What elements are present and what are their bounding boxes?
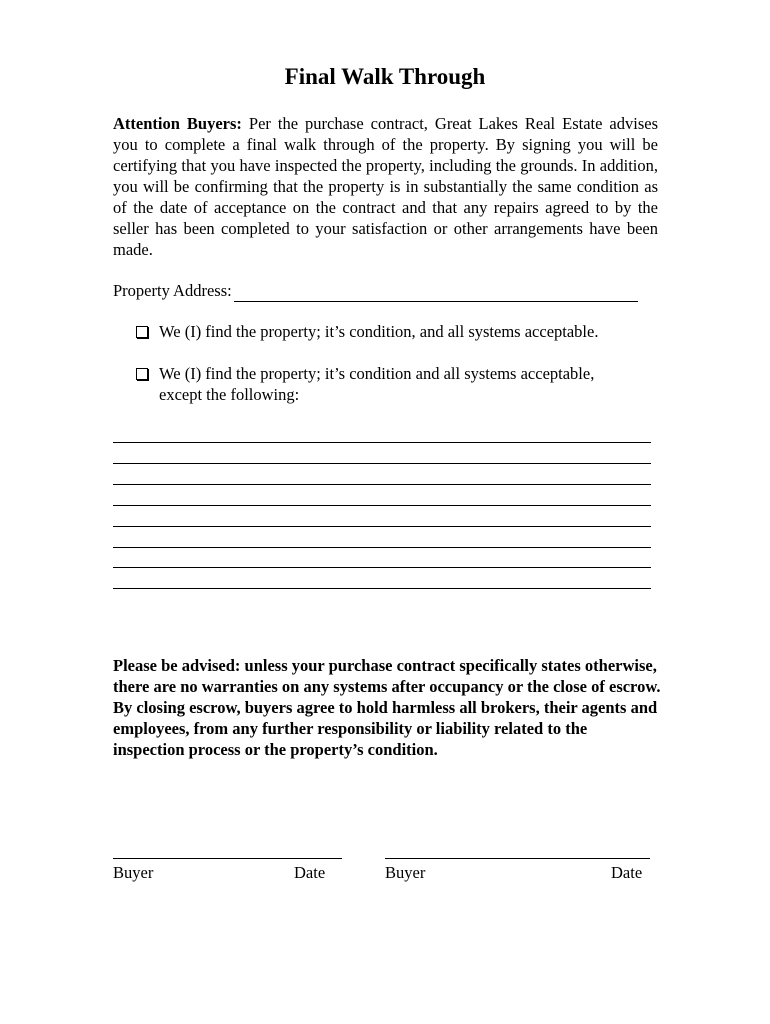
intro-body: Per the purchase contract, Great Lakes Real Estate advises you to complete a final walk through of the property. By signing you will be certifying that you have inspected the property, including the grounds. In addition, you will be confirming that the property is in substantially the same condition as of the date of acceptance on the contract and that any repairs agreed to by the seller has been completed to your satisfaction or other arrangements have been made. <box>113 114 659 259</box>
property-address-field[interactable] <box>234 283 638 302</box>
exceptions-line[interactable] <box>113 588 651 589</box>
exceptions-line[interactable] <box>113 484 651 485</box>
buyer-2-label: Buyer <box>385 863 426 882</box>
intro-lead: Attention Buyers: <box>113 114 242 133</box>
buyer-2-date-label: Date <box>611 863 643 882</box>
property-address-row <box>113 280 638 302</box>
advisory-paragraph: Please be advised: unless your purchase contract specifically states otherwise, there are no warranties on any systems after occupancy or the close of escrow. By closing escrow, buyers agree to hold harmless all brokers, their agents and employees, from any further responsibility or liability related to the inspection process or the property’s condition. <box>113 656 661 759</box>
checkbox-acceptable-except[interactable] <box>136 368 148 380</box>
exceptions-line[interactable] <box>113 505 651 506</box>
option-acceptable-except <box>136 363 629 405</box>
intro-paragraph <box>113 113 658 260</box>
exceptions-line[interactable] <box>113 526 651 527</box>
exceptions-line[interactable] <box>113 463 651 464</box>
option-acceptable <box>136 321 629 342</box>
option-acceptable-label: We (I) find the property; it’s condition, and all systems acceptable. <box>159 322 599 341</box>
buyer-1-signature-line[interactable] <box>113 858 342 859</box>
property-address-label: Property Address: <box>113 281 232 300</box>
option-acceptable-except-label: We (I) find the property; it’s condition and all systems acceptable, except the following: <box>159 364 595 404</box>
exceptions-line[interactable] <box>113 567 651 568</box>
exceptions-line[interactable] <box>113 442 651 443</box>
document-title: Final Walk Through <box>284 64 486 89</box>
buyer-2-signature-line[interactable] <box>385 858 650 859</box>
buyer-1-date-label: Date <box>294 863 326 882</box>
checkbox-acceptable[interactable] <box>136 326 148 338</box>
exceptions-line[interactable] <box>113 547 651 548</box>
buyer-1-label: Buyer <box>113 863 154 882</box>
